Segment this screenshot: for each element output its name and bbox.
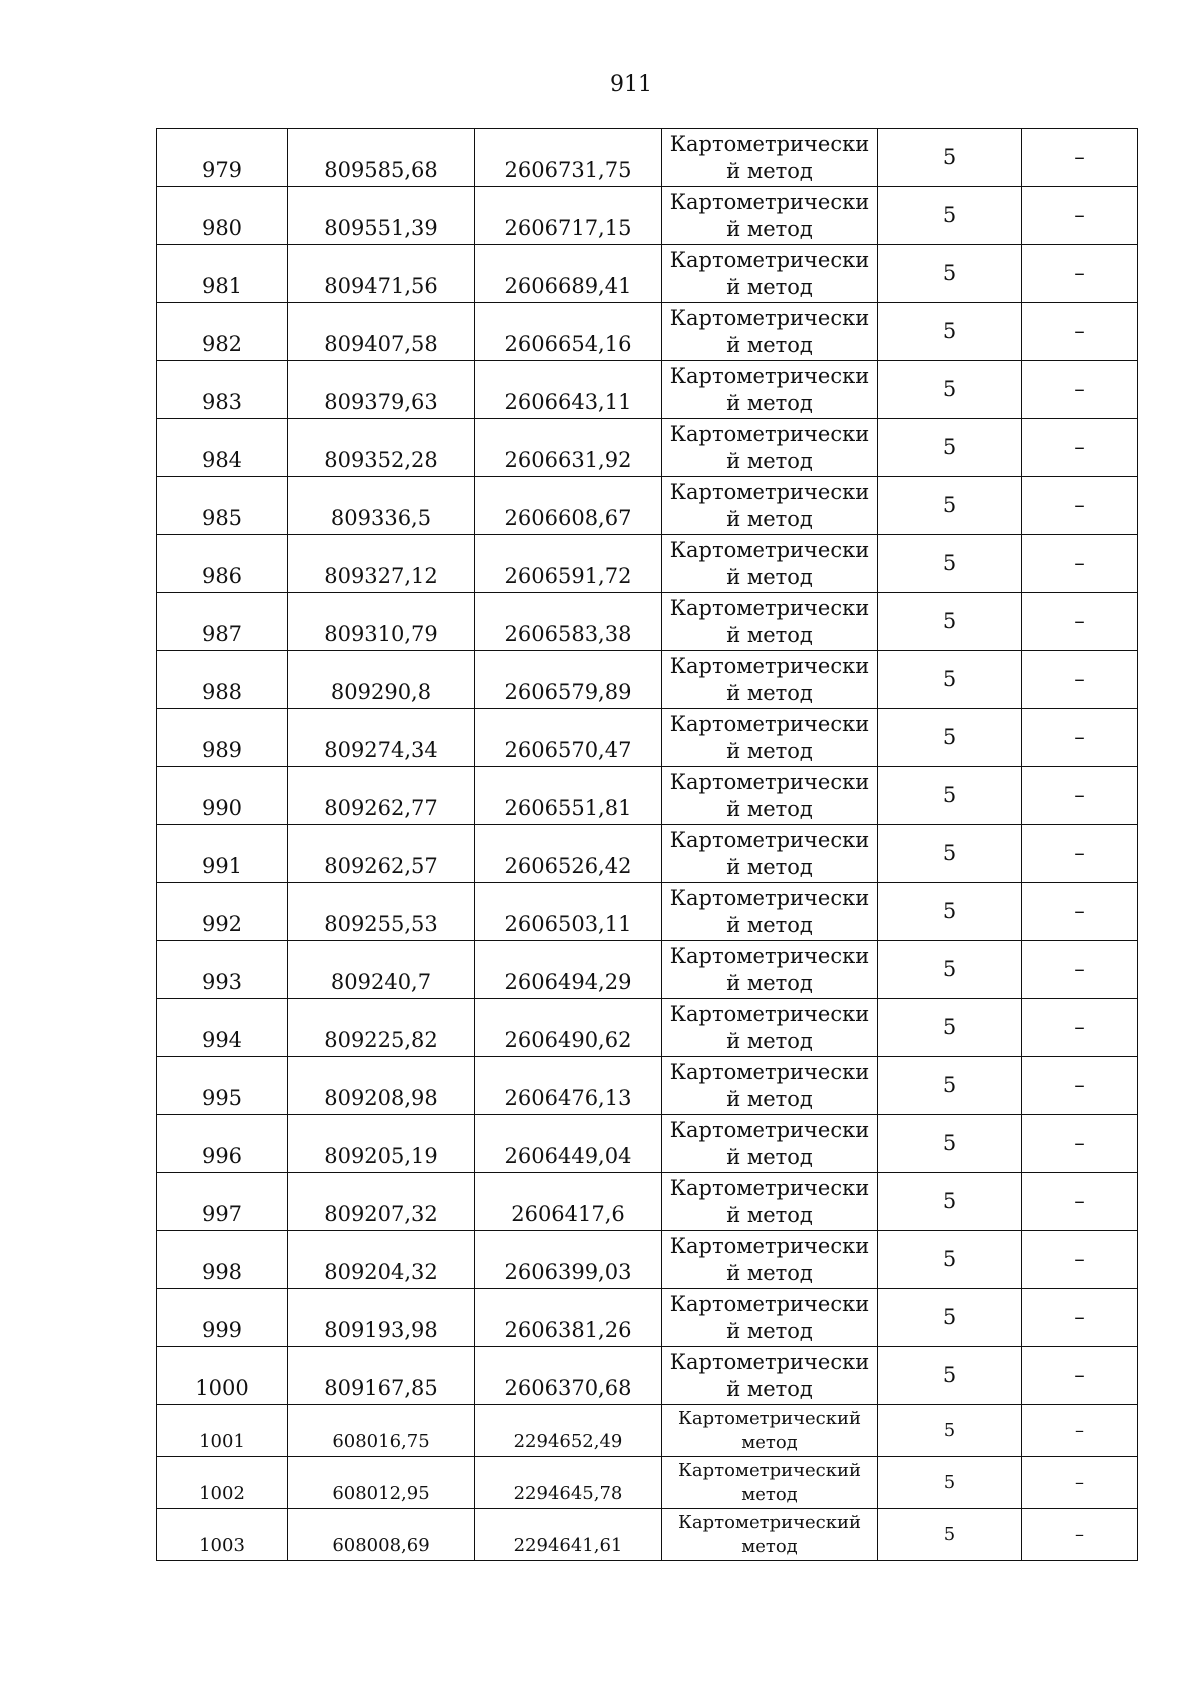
x-coordinate-cell: 608016,75 <box>288 1405 475 1457</box>
description-cell: – <box>1022 361 1138 419</box>
x-coordinate-cell: 608008,69 <box>288 1509 475 1561</box>
description-cell: – <box>1022 1347 1138 1405</box>
table-row <box>157 361 1138 419</box>
description-cell: – <box>1022 1405 1138 1457</box>
y-coordinate-cell: 2606399,03 <box>475 1231 662 1289</box>
table-row <box>157 709 1138 767</box>
x-coordinate-cell: 809204,32 <box>288 1231 475 1289</box>
point-number-cell: 987 <box>157 593 288 651</box>
method-cell: Картометрический метод <box>662 1509 878 1561</box>
method-cell: Картометрически й метод <box>662 651 878 709</box>
description-cell: – <box>1022 709 1138 767</box>
point-number-cell: 996 <box>157 1115 288 1173</box>
y-coordinate-cell: 2606591,72 <box>475 535 662 593</box>
x-coordinate-cell: 809407,58 <box>288 303 475 361</box>
description-cell: – <box>1022 1231 1138 1289</box>
y-coordinate-cell: 2606689,41 <box>475 245 662 303</box>
point-number-cell: 983 <box>157 361 288 419</box>
x-coordinate-cell: 809327,12 <box>288 535 475 593</box>
table-row <box>157 1173 1138 1231</box>
method-cell: Картометрически й метод <box>662 1057 878 1115</box>
method-cell: Картометрически й метод <box>662 1115 878 1173</box>
method-cell: Картометрически й метод <box>662 709 878 767</box>
accuracy-cell: 5 <box>878 1457 1022 1509</box>
description-cell: – <box>1022 825 1138 883</box>
accuracy-cell: 5 <box>878 361 1022 419</box>
point-number-cell: 1002 <box>157 1457 288 1509</box>
table-row <box>157 303 1138 361</box>
accuracy-cell: 5 <box>878 651 1022 709</box>
table-row <box>157 883 1138 941</box>
point-number-cell: 988 <box>157 651 288 709</box>
method-cell: Картометрически й метод <box>662 361 878 419</box>
accuracy-cell: 5 <box>878 1115 1022 1173</box>
accuracy-cell: 5 <box>878 999 1022 1057</box>
y-coordinate-cell: 2606631,92 <box>475 419 662 477</box>
table-row <box>157 245 1138 303</box>
description-cell: – <box>1022 1289 1138 1347</box>
y-coordinate-cell: 2294652,49 <box>475 1405 662 1457</box>
y-coordinate-cell: 2606449,04 <box>475 1115 662 1173</box>
method-cell: Картометрически й метод <box>662 883 878 941</box>
description-cell: – <box>1022 245 1138 303</box>
table-row <box>157 999 1138 1057</box>
method-cell: Картометрически й метод <box>662 1231 878 1289</box>
point-number-cell: 985 <box>157 477 288 535</box>
method-cell: Картометрически й метод <box>662 129 878 187</box>
y-coordinate-cell: 2606476,13 <box>475 1057 662 1115</box>
table-row <box>157 1115 1138 1173</box>
coordinates-table <box>156 128 1138 1561</box>
y-coordinate-cell: 2606551,81 <box>475 767 662 825</box>
y-coordinate-cell: 2606417,6 <box>475 1173 662 1231</box>
x-coordinate-cell: 809167,85 <box>288 1347 475 1405</box>
point-number-cell: 995 <box>157 1057 288 1115</box>
x-coordinate-cell: 809290,8 <box>288 651 475 709</box>
x-coordinate-cell: 809205,19 <box>288 1115 475 1173</box>
point-number-cell: 998 <box>157 1231 288 1289</box>
description-cell: – <box>1022 651 1138 709</box>
accuracy-cell: 5 <box>878 245 1022 303</box>
table-row <box>157 129 1138 187</box>
point-number-cell: 980 <box>157 187 288 245</box>
method-cell: Картометрически й метод <box>662 767 878 825</box>
accuracy-cell: 5 <box>878 187 1022 245</box>
point-number-cell: 984 <box>157 419 288 477</box>
table-row <box>157 1231 1138 1289</box>
description-cell: – <box>1022 1173 1138 1231</box>
method-cell: Картометрически й метод <box>662 593 878 651</box>
table-row <box>157 1347 1138 1405</box>
x-coordinate-cell: 809207,32 <box>288 1173 475 1231</box>
x-coordinate-cell: 809193,98 <box>288 1289 475 1347</box>
x-coordinate-cell: 809585,68 <box>288 129 475 187</box>
point-number-cell: 986 <box>157 535 288 593</box>
description-cell: – <box>1022 1115 1138 1173</box>
y-coordinate-cell: 2606370,68 <box>475 1347 662 1405</box>
description-cell: – <box>1022 593 1138 651</box>
method-cell: Картометрически й метод <box>662 1289 878 1347</box>
point-number-cell: 979 <box>157 129 288 187</box>
table-row <box>157 767 1138 825</box>
accuracy-cell: 5 <box>878 1509 1022 1561</box>
accuracy-cell: 5 <box>878 129 1022 187</box>
x-coordinate-cell: 608012,95 <box>288 1457 475 1509</box>
table-row <box>157 419 1138 477</box>
point-number-cell: 1001 <box>157 1405 288 1457</box>
accuracy-cell: 5 <box>878 593 1022 651</box>
accuracy-cell: 5 <box>878 767 1022 825</box>
accuracy-cell: 5 <box>878 1405 1022 1457</box>
table-row <box>157 1457 1138 1509</box>
x-coordinate-cell: 809551,39 <box>288 187 475 245</box>
y-coordinate-cell: 2294645,78 <box>475 1457 662 1509</box>
accuracy-cell: 5 <box>878 1173 1022 1231</box>
method-cell: Картометрически й метод <box>662 1347 878 1405</box>
description-cell: – <box>1022 477 1138 535</box>
point-number-cell: 989 <box>157 709 288 767</box>
table-row <box>157 1057 1138 1115</box>
y-coordinate-cell: 2606583,38 <box>475 593 662 651</box>
method-cell: Картометрический метод <box>662 1457 878 1509</box>
x-coordinate-cell: 809336,5 <box>288 477 475 535</box>
method-cell: Картометрически й метод <box>662 1173 878 1231</box>
accuracy-cell: 5 <box>878 709 1022 767</box>
table-row <box>157 651 1138 709</box>
accuracy-cell: 5 <box>878 1289 1022 1347</box>
point-number-cell: 982 <box>157 303 288 361</box>
point-number-cell: 994 <box>157 999 288 1057</box>
y-coordinate-cell: 2606381,26 <box>475 1289 662 1347</box>
description-cell: – <box>1022 535 1138 593</box>
accuracy-cell: 5 <box>878 303 1022 361</box>
method-cell: Картометрически й метод <box>662 941 878 999</box>
y-coordinate-cell: 2606503,11 <box>475 883 662 941</box>
method-cell: Картометрически й метод <box>662 245 878 303</box>
x-coordinate-cell: 809225,82 <box>288 999 475 1057</box>
y-coordinate-cell: 2606608,67 <box>475 477 662 535</box>
y-coordinate-cell: 2294641,61 <box>475 1509 662 1561</box>
description-cell: – <box>1022 767 1138 825</box>
x-coordinate-cell: 809471,56 <box>288 245 475 303</box>
x-coordinate-cell: 809310,79 <box>288 593 475 651</box>
table-row <box>157 1289 1138 1347</box>
y-coordinate-cell: 2606579,89 <box>475 651 662 709</box>
point-number-cell: 991 <box>157 825 288 883</box>
table-row <box>157 477 1138 535</box>
page-number: 911 <box>610 72 652 97</box>
description-cell: – <box>1022 999 1138 1057</box>
y-coordinate-cell: 2606717,15 <box>475 187 662 245</box>
table-row <box>157 1509 1138 1561</box>
method-cell: Картометрически й метод <box>662 303 878 361</box>
y-coordinate-cell: 2606490,62 <box>475 999 662 1057</box>
description-cell: – <box>1022 303 1138 361</box>
point-number-cell: 992 <box>157 883 288 941</box>
table-row <box>157 593 1138 651</box>
point-number-cell: 999 <box>157 1289 288 1347</box>
method-cell: Картометрически й метод <box>662 187 878 245</box>
point-number-cell: 997 <box>157 1173 288 1231</box>
point-number-cell: 990 <box>157 767 288 825</box>
method-cell: Картометрически й метод <box>662 477 878 535</box>
point-number-cell: 1003 <box>157 1509 288 1561</box>
table-row <box>157 187 1138 245</box>
table-row <box>157 825 1138 883</box>
y-coordinate-cell: 2606643,11 <box>475 361 662 419</box>
x-coordinate-cell: 809240,7 <box>288 941 475 999</box>
method-cell: Картометрически й метод <box>662 999 878 1057</box>
point-number-cell: 993 <box>157 941 288 999</box>
x-coordinate-cell: 809255,53 <box>288 883 475 941</box>
point-number-cell: 1000 <box>157 1347 288 1405</box>
x-coordinate-cell: 809352,28 <box>288 419 475 477</box>
accuracy-cell: 5 <box>878 1231 1022 1289</box>
x-coordinate-cell: 809379,63 <box>288 361 475 419</box>
table-row <box>157 535 1138 593</box>
accuracy-cell: 5 <box>878 1347 1022 1405</box>
accuracy-cell: 5 <box>878 1057 1022 1115</box>
description-cell: – <box>1022 1457 1138 1509</box>
y-coordinate-cell: 2606731,75 <box>475 129 662 187</box>
x-coordinate-cell: 809262,57 <box>288 825 475 883</box>
table-body <box>157 129 1138 1561</box>
x-coordinate-cell: 809208,98 <box>288 1057 475 1115</box>
description-cell: – <box>1022 941 1138 999</box>
x-coordinate-cell: 809274,34 <box>288 709 475 767</box>
accuracy-cell: 5 <box>878 883 1022 941</box>
x-coordinate-cell: 809262,77 <box>288 767 475 825</box>
method-cell: Картометрически й метод <box>662 419 878 477</box>
table-row <box>157 1405 1138 1457</box>
description-cell: – <box>1022 1057 1138 1115</box>
method-cell: Картометрический метод <box>662 1405 878 1457</box>
accuracy-cell: 5 <box>878 825 1022 883</box>
description-cell: – <box>1022 1509 1138 1561</box>
description-cell: – <box>1022 187 1138 245</box>
method-cell: Картометрически й метод <box>662 535 878 593</box>
y-coordinate-cell: 2606494,29 <box>475 941 662 999</box>
y-coordinate-cell: 2606654,16 <box>475 303 662 361</box>
description-cell: – <box>1022 129 1138 187</box>
y-coordinate-cell: 2606526,42 <box>475 825 662 883</box>
y-coordinate-cell: 2606570,47 <box>475 709 662 767</box>
description-cell: – <box>1022 419 1138 477</box>
point-number-cell: 981 <box>157 245 288 303</box>
accuracy-cell: 5 <box>878 535 1022 593</box>
table-row <box>157 941 1138 999</box>
method-cell: Картометрически й метод <box>662 825 878 883</box>
accuracy-cell: 5 <box>878 477 1022 535</box>
accuracy-cell: 5 <box>878 419 1022 477</box>
accuracy-cell: 5 <box>878 941 1022 999</box>
description-cell: – <box>1022 883 1138 941</box>
